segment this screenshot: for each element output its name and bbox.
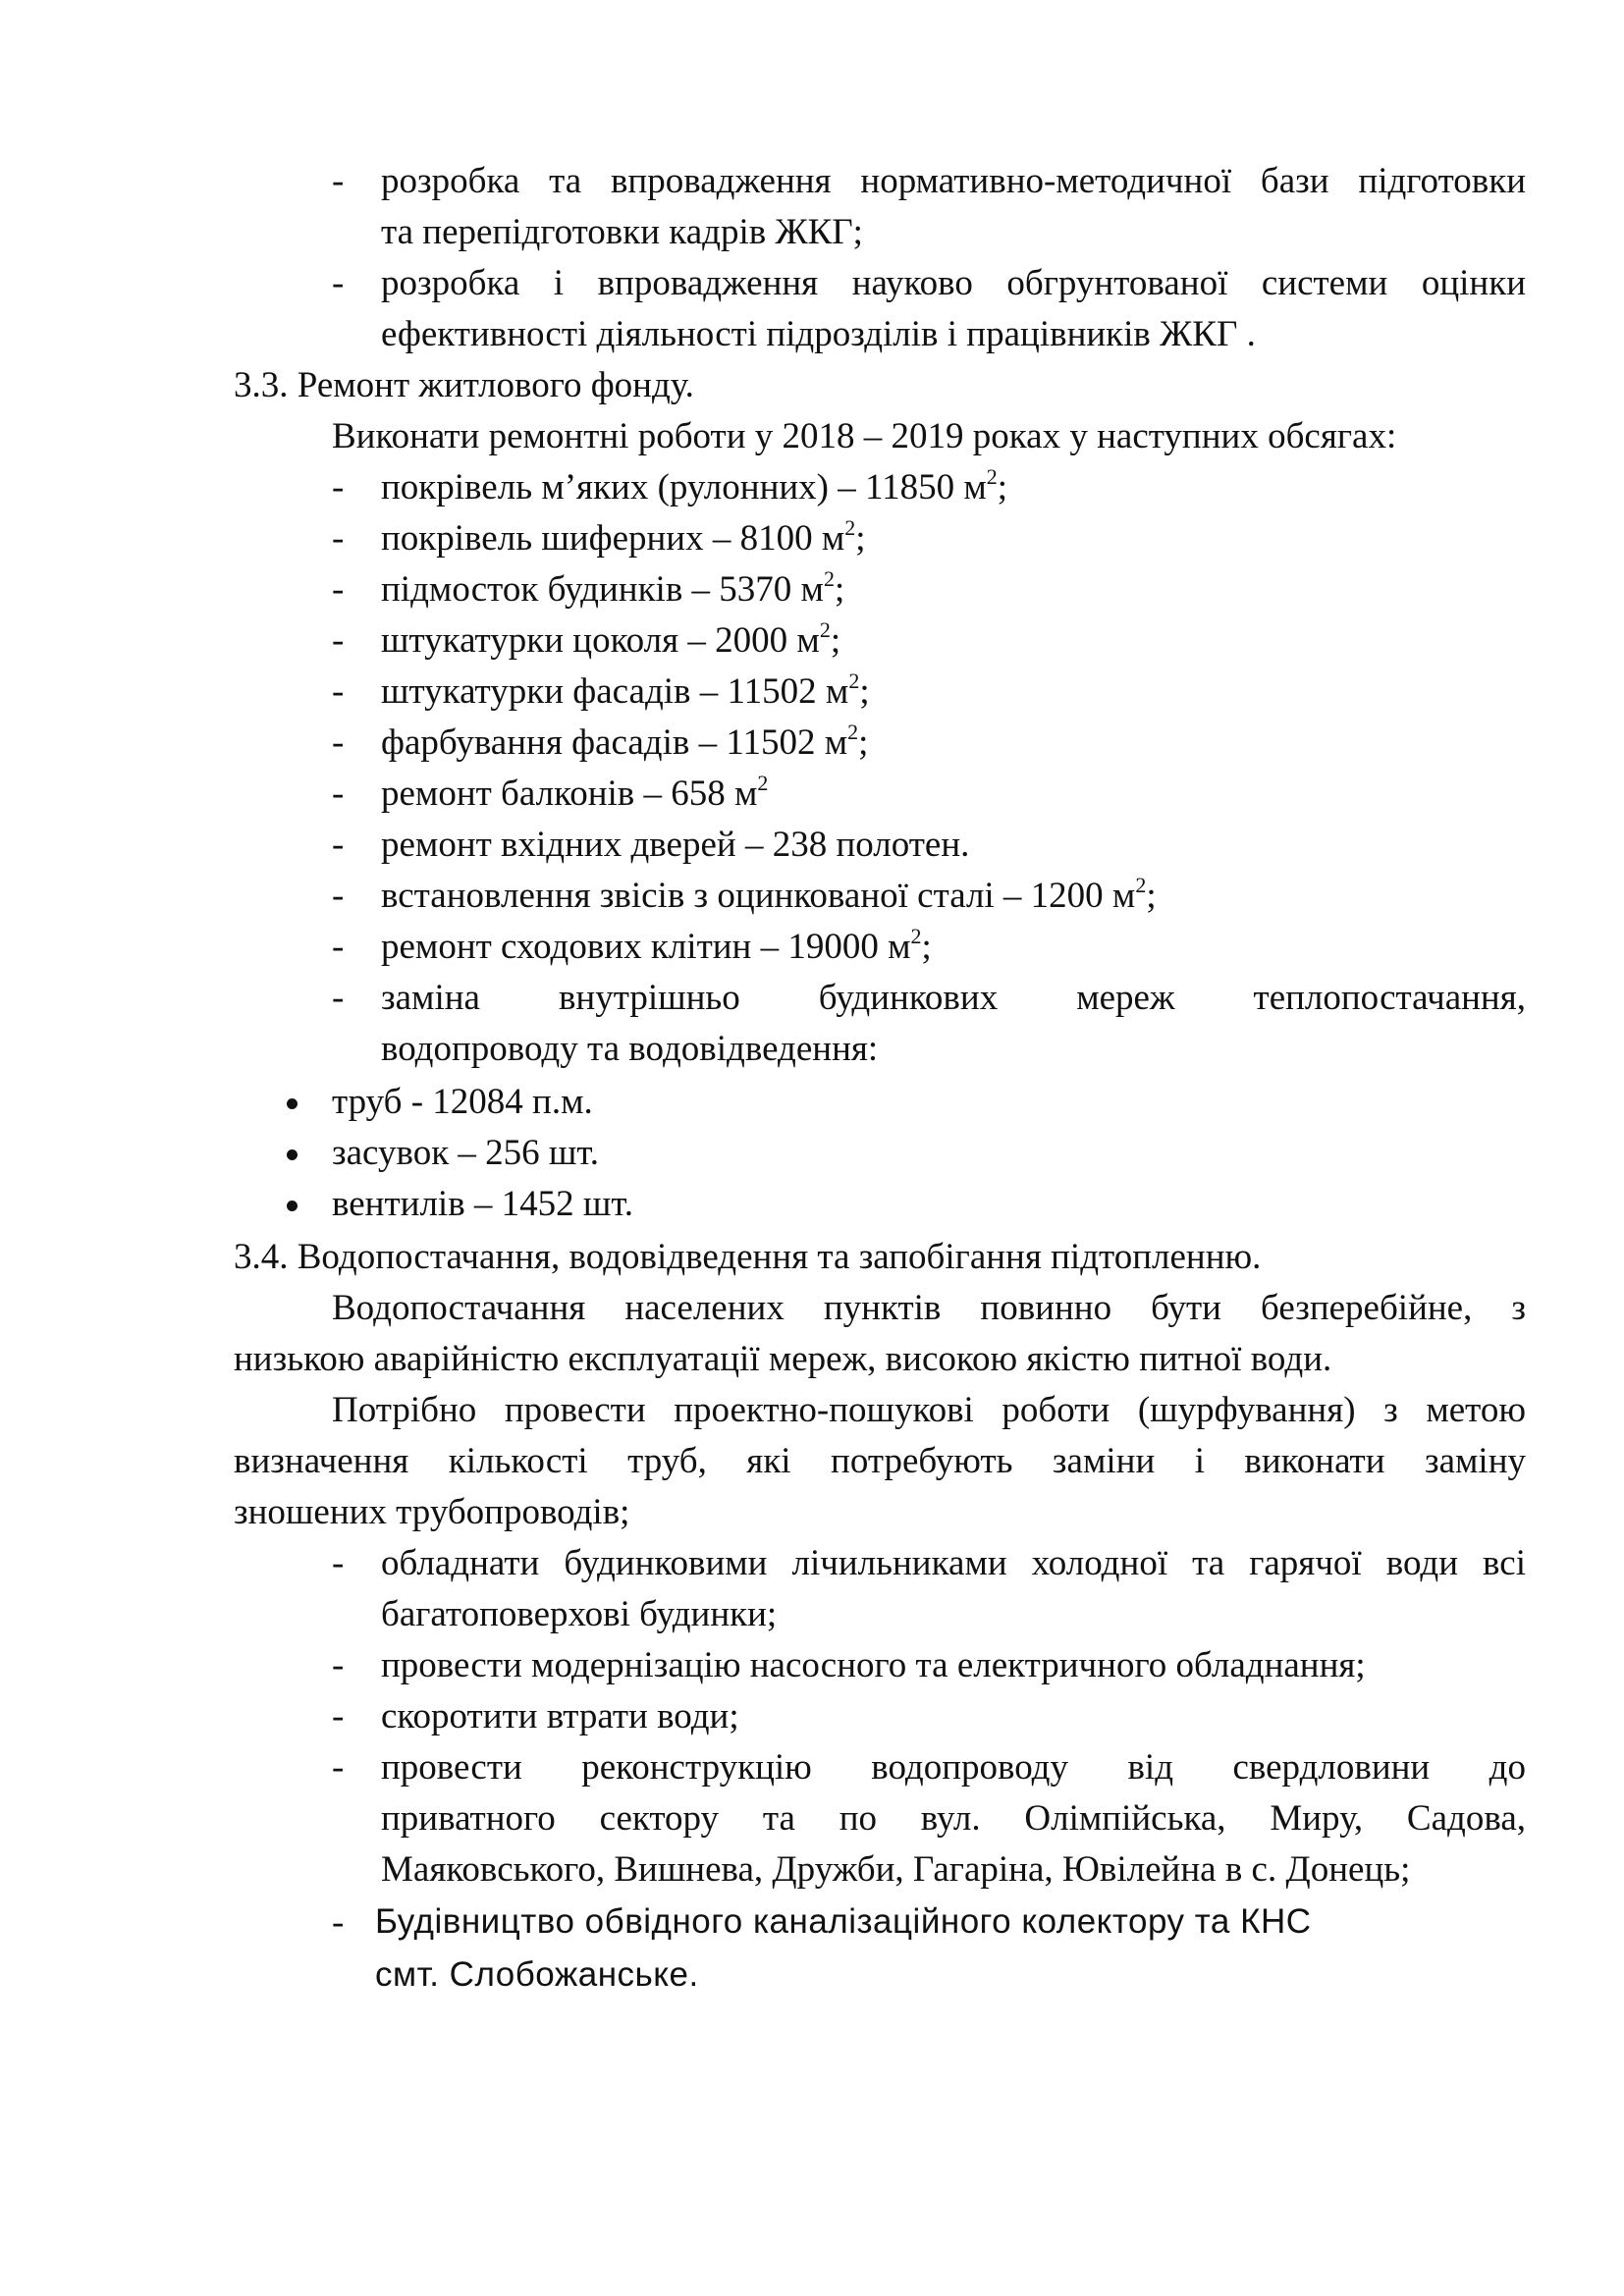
- bullet-item-text: вентилів – 1452 шт.: [332, 1184, 634, 1224]
- list-dash: -: [332, 620, 345, 661]
- list-dash: -: [332, 671, 345, 712]
- list-dash: -: [332, 774, 345, 814]
- list-item-text: ефективності діяльності підрозділів і працівників ЖКГ .: [381, 314, 1256, 354]
- list-dash: -: [332, 161, 345, 201]
- paragraph-line: низькою аварійністю експлуатації мереж, високою якістю питної води.: [234, 1339, 1332, 1379]
- list-item-text: обладнати будинковими лічильниками холодної та гарячої води всі: [381, 1543, 1526, 1583]
- list-dash: -: [332, 518, 345, 559]
- list-item-text: фарбування фасадів – 11502 $м^2$;: [381, 719, 869, 763]
- list-item-text: Будівництво обвідного каналізаційного колектору та КНС: [375, 1902, 1312, 1941]
- list-item-text: покрівель м’яких (рулонних) – 11850 $м^2$;: [381, 463, 1008, 507]
- list-item-text: провести модернізацію насосного та електричного обладнання;: [381, 1645, 1366, 1685]
- bullet-icon: [287, 1201, 298, 1211]
- list-item-text: штукатурки цоколя – 2000 $м^2$;: [381, 616, 841, 661]
- list-item-text: розробка і впровадження науково обгрунтованої системи оцінки: [381, 263, 1526, 303]
- section-heading: 3.3. Ремонт житлового фонду.: [234, 365, 694, 405]
- list-item-text: підмосток будинків – 5370 $м^2$;: [381, 565, 845, 610]
- list-item-text: багатоповерхові будинки;: [381, 1594, 778, 1634]
- list-dash: -: [332, 1747, 345, 1788]
- list-dash: -: [332, 263, 345, 303]
- list-dash: -: [332, 1645, 345, 1685]
- list-item-text: розробка та впровадження нормативно-методичної бази підготовки: [381, 161, 1526, 201]
- list-dash: -: [332, 978, 345, 1018]
- paragraph-line: Водопостачання населених пунктів повинно бути безперебійне, з: [332, 1288, 1526, 1328]
- list-item-text: Маяковського, Вишнева, Дружби, Гагаріна, Ювілейна в с. Донець;: [381, 1849, 1411, 1890]
- list-item-text: скоротити втрати води;: [381, 1696, 739, 1736]
- list-dash: -: [332, 569, 345, 610]
- list-item-text: штукатурки фасадів – 11502 $м^2$;: [381, 667, 870, 712]
- list-item-text: та перепідготовки кадрів ЖКГ;: [381, 212, 863, 252]
- list-item-text: заміна внутрішньо будинкових мереж теплопостачання,: [381, 978, 1526, 1018]
- list-dash: -: [332, 722, 345, 763]
- paragraph-line: зношених трубопроводів;: [234, 1492, 630, 1532]
- bullet-item-text: засувок – 256 шт.: [332, 1133, 600, 1173]
- list-item-text: встановлення звісів з оцинкованої сталі – 1200 $м^2$;: [381, 872, 1157, 916]
- list-dash: -: [332, 1902, 345, 1943]
- list-dash: -: [332, 467, 345, 507]
- list-dash: -: [332, 825, 345, 865]
- bullet-icon: [287, 1149, 298, 1160]
- section-heading: 3.4. Водопостачання, водовідведення та запобігання підтопленню.: [234, 1237, 1262, 1277]
- list-dash: -: [332, 1543, 345, 1583]
- list-item-text: ремонт вхідних дверей – 238 полотен.: [381, 825, 970, 865]
- list-item-text: смт. Слобожанське.: [375, 1955, 699, 1994]
- list-item-text: приватного сектору та по вул. Олімпійська, Миру, Садова,: [381, 1798, 1526, 1839]
- list-item-text: ремонт сходових клітин – 19000 $м^2$;: [381, 923, 932, 967]
- list-dash: -: [332, 927, 345, 967]
- section-intro: Виконати ремонтні роботи у 2018 – 2019 роках у наступних обсягах:: [332, 416, 1397, 456]
- bullet-icon: [287, 1098, 298, 1109]
- list-dash: -: [332, 876, 345, 916]
- bullet-item-text: труб - 12084 п.м.: [332, 1082, 593, 1122]
- list-item-text: ремонт балконів – 658 $м^2$: [381, 770, 769, 814]
- list-item-text: водопроводу та водовідведення:: [381, 1029, 879, 1069]
- paragraph-line: Потрібно провести проектно-пошукові роботи (шурфування) з метою: [332, 1390, 1526, 1430]
- paragraph-line: визначення кількості труб, які потребують заміни і виконати заміну: [234, 1441, 1526, 1481]
- list-item-text: покрівель шиферних – 8100 $м^2$;: [381, 514, 866, 559]
- list-item-text: провести реконструкцію водопроводу від свердловини до: [381, 1747, 1526, 1788]
- list-dash: -: [332, 1696, 345, 1736]
